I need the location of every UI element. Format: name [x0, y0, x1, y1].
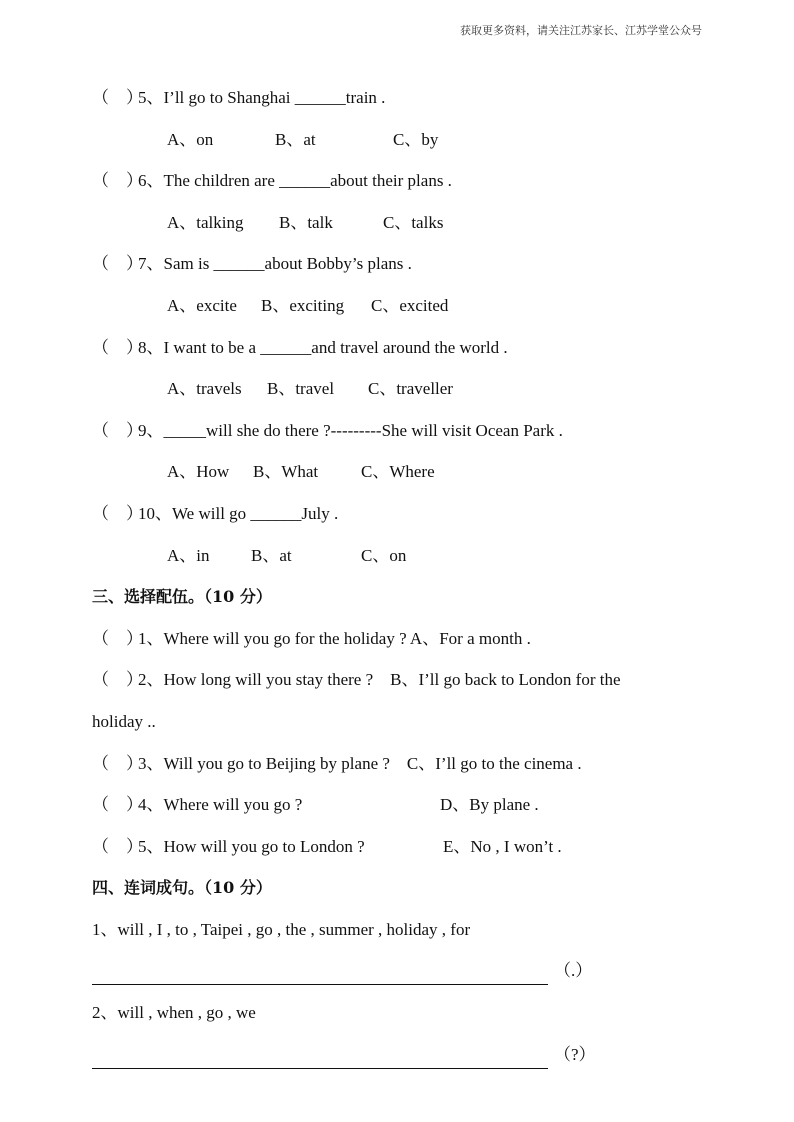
question-7	[92, 250, 712, 292]
answer-paren[interactable]: （ ）	[92, 337, 143, 357]
answer-row-2	[92, 1041, 712, 1083]
answer-line[interactable]	[92, 1048, 548, 1069]
options-10	[92, 542, 712, 584]
question-text: 6、The children are ______about their plans .	[138, 171, 452, 191]
match-item-2	[92, 666, 712, 708]
option-b: B、at	[275, 129, 316, 149]
answer-line[interactable]	[92, 964, 548, 985]
option-b: B、at	[251, 545, 292, 565]
match-answer: E、No , I won’t .	[443, 836, 562, 856]
option-c: C、Where	[361, 462, 435, 482]
option-c: C、on	[361, 545, 407, 565]
option-a: A、in	[167, 545, 210, 565]
question-5	[92, 84, 712, 126]
word-list: 1、will , I , to , Taipei , go , the , summer , holiday , for	[92, 919, 471, 939]
match-item-5	[92, 833, 712, 875]
answer-row-1	[92, 957, 712, 999]
question-6	[92, 167, 712, 209]
question-10	[92, 500, 712, 542]
option-a: A、on	[167, 129, 214, 149]
option-c: C、by	[393, 129, 439, 149]
header-note: 获取更多资料，请关注江苏家长、江苏学堂公众号	[460, 24, 702, 37]
option-b: B、travel	[267, 379, 335, 399]
answer-paren[interactable]: （ ）	[92, 753, 143, 773]
options-9	[92, 458, 712, 500]
option-c: C、talks	[383, 212, 444, 232]
question-text: 10、We will go ______July .	[138, 503, 339, 523]
answer-paren[interactable]: （ ）	[92, 254, 143, 274]
options-8	[92, 375, 712, 417]
option-a: A、travels	[167, 379, 242, 399]
answer-paren[interactable]: （ ）	[92, 503, 143, 523]
option-b: B、talk	[279, 212, 333, 232]
options-6	[92, 209, 712, 251]
answer-paren[interactable]: （ ）	[92, 628, 143, 648]
match-question: 1、Where will you go for the holiday ? A、For a month .	[138, 628, 531, 648]
word-order-item-2	[92, 999, 712, 1041]
option-a: A、talking	[167, 212, 244, 232]
question-9	[92, 417, 712, 459]
question-text: 8、I want to be a ______and travel around the world .	[138, 337, 508, 357]
match-item-1	[92, 625, 712, 667]
end-punctuation: （.）	[554, 961, 593, 981]
options-5	[92, 126, 712, 168]
section-3-title: 三、选择配伍。（10 分）	[92, 587, 272, 607]
match-item-3	[92, 750, 712, 792]
answer-paren[interactable]: （ ）	[92, 88, 143, 107]
answer-paren[interactable]: （ ）	[92, 420, 143, 440]
end-punctuation: （?）	[554, 1044, 596, 1064]
option-c: C、excited	[371, 295, 449, 315]
question-text: 7、Sam is ______about Bobby’s plans .	[138, 254, 412, 274]
question-8	[92, 334, 712, 376]
match-question: 3、Will you go to Beijing by plane ? C、I’ll go to the cinema .	[138, 753, 582, 773]
option-c: C、traveller	[368, 379, 453, 399]
word-list: 2、will , when , go , we	[92, 1003, 256, 1023]
match-question: 4、Where will you go ?	[138, 795, 303, 815]
match-question: 2、How long will you stay there ? B、I’ll go back to London for the	[138, 670, 621, 690]
answer-paren[interactable]: （ ）	[92, 670, 143, 690]
match-answer: D、By plane .	[440, 795, 539, 815]
match-continuation: holiday ..	[92, 711, 156, 731]
answer-paren[interactable]: （ ）	[92, 836, 143, 856]
match-item-4	[92, 791, 712, 833]
worksheet	[92, 84, 712, 1082]
word-order-item-1	[92, 916, 712, 958]
answer-paren[interactable]: （ ）	[92, 171, 143, 191]
question-text: 9、_____will she do there ?---------She will visit Ocean Park .	[138, 420, 563, 440]
match-item-2-continuation	[92, 708, 712, 750]
options-7	[92, 292, 712, 334]
section-4-title: 四、连词成句。（10 分）	[92, 878, 272, 898]
option-b: B、exciting	[261, 295, 345, 315]
question-text: 5、I’ll go to Shanghai ______train .	[138, 88, 386, 107]
option-a: A、How	[167, 462, 230, 482]
option-a: A、excite	[167, 295, 237, 315]
answer-paren[interactable]: （ ）	[92, 795, 143, 815]
match-question: 5、How will you go to London ?	[138, 836, 365, 856]
option-b: B、What	[253, 462, 319, 482]
